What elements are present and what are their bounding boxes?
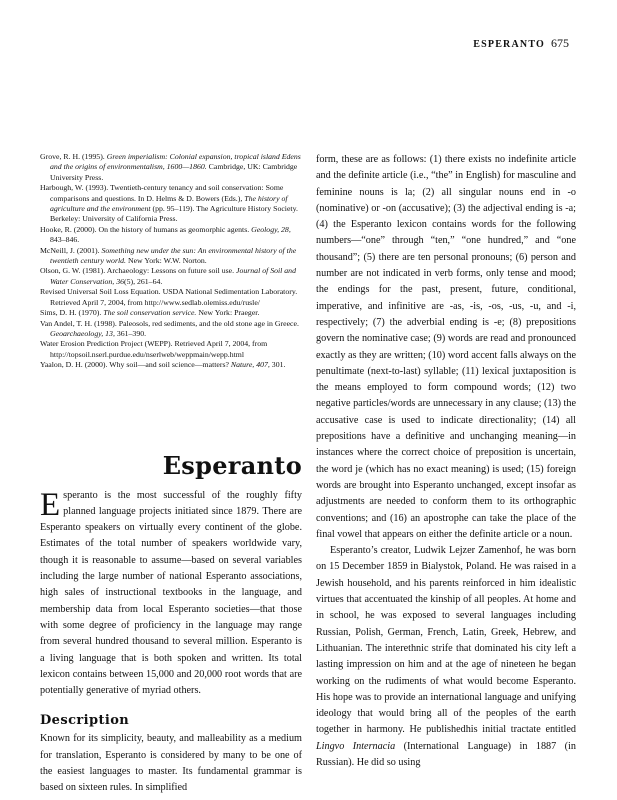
intro-text: speranto is the most successful of the roughly fifty planned language projects initiated since 1879. There are Esperanto speakers on virtually every continent of the globe. Estimates of the total number of speakers worldwide vary, though it is reasonable to assume—based on several variables including the large number of national Esperanto associations, high sales of instructional textbooks in the language, and membership data from local Esperanto societies—that those with some degree of proficiency in the language may range from several hundred thousand to several million. Esperanto is a living language that is both spoken and written. Its total lexicon contains between 15,000 and 20,000 root words that are potentially generative of myriad others. [40,489,302,697]
section-heading: Description [40,713,130,729]
reference-entry: Grove, R. H. (1995). Green imperialism: Colonial expansion, tropical island Edens and the origins of environmentalism, 1600—1860. Cambridge, UK: Cambridge University Press. [40,152,301,182]
reference-entry: Olson, G. W. (1981). Archaeology: Lessons on future soil use. Journal of Soil and Water Conservation, 36(5), 261–64. [40,266,296,286]
article-title: Esperanto [162,450,302,480]
reference-entry: Yaalon, D. H. (2000). Why soil—and soil science—matters? Nature, 407, 301. [40,360,286,370]
reference-entry: Revised Universal Soil Loss Equation. USDA National Sedimentation Laboratory. Retrieved April 7, 2004, from http://www.sedlab.olemiss.edu/rusle/ [40,287,298,307]
reference-entry: Water Erosion Prediction Project (WEPP). Retrieved April 7, 2004, from http://topsoil.nserl.purdue.edu/nserlweb/weppmain/wepp.html [40,339,268,359]
running-title: ESPERANTO [473,39,545,50]
reference-entry: Sims, D. H. (1970). The soil conservation service. New York: Praeger. [40,308,260,318]
reference-list [40,152,302,371]
drop-cap: E [40,486,61,523]
reference-entry: Van Andel, T. H. (1998). Paleosols, red sediments, and the old stone age in Greece. Geoarchaeology, 13, 361–390. [40,318,299,338]
right-column [316,152,576,771]
running-header [473,36,569,51]
book-title: Lingvo Internacia [316,740,396,752]
description-paragraph: Known for its simplicity, beauty, and malleability as a medium for translation, Esperanto is considered by many to be one of the easiest languages to master. Its fundamental grammar is based on sixteen rules. In simplified [40,733,302,794]
intro-paragraph [40,488,302,700]
reference-entry: Hooke, R. (2000). On the history of humans as geomorphic agents. Geology, 28, 843–846. [40,224,291,245]
page-number: 675 [551,36,569,50]
reference-entry: Harbough, W. (1993). Twentieth-century tenancy and soil conservation: Some comparisons and questions. In D. Helms & D. Bowers (Eds.), The history of agriculture and the environment (pp. 95–119). The Agriculture History Society. Berkeley: University of California Press. [40,183,298,224]
reference-entry: McNeill, J. (2001). Something new under the sun: An environmental history of the twentieth century world. New York: W.W. Norton. [40,245,297,266]
biography-paragraph: Esperanto’s creator, Ludwik Lejzer Zamenhof, he was born on 15 December 1859 in Bialystok, Poland. He was raised in a Jewish household, and his parents reinforced in him idealistic virtues that accentuated the kinship of all peoples. At home and in school, he was exposed to several languages including Russian, Polish, German, French, Latin, Greek, Hebrew, and Lithuanian. The interethnic strife that dominated his city left a lasting impression on him and at the age of nineteen he began working on the rudiments of what would become Esperanto. His hope was to provide an international language and unifying ideology that would bring all of the peoples of the earth together in harmony. He publishedhis initial tractate entitled Lingvo Internacia (International Language) in 1887 (in Russian). He did so using [316,545,576,768]
rules-paragraph: form, these are as follows: (1) there exists no indefinite article and the definite article (i.e., “the” in English) for masculine and feminine nouns is la; (2) all singular nouns end in -o (nominative) or -on (accusative); (3) the adjectival ending is -a; (4) the Esperanto lexicon contains words for the following numbers—“one” through “ten,” “one hundred,” and “one thousand”; (5) there are ten personal pronouns; (6) person and number are not indicated in verb forms, only tense and mood; the endings for the past, present, future, conditional, imperative, and infinitive are -as, -is, -os, -us, -u, and -i, respectively; (7) the adverbial ending is -e; (8) prepositions govern the nominative case; (9) words are read and pronounced exactly as they are written; (10) word accent falls always on the penultimate (next-to-last) syllable; (11) lexical juxtaposition is the means employed to form compound words; (12) two negative particles/words are unnecessary in any clause; (13) the accusative case is used to indicate directionality; (14) all prepositions have a definitive and unchanging meaning—in instances where the correct choice of preposition is uncertain, the word je (which has no exact meaning) is used; (15) foreign words are brought into Esperanto unchanged, except insofar as adjustments are needed to conform them to its orthographic conventions; and (16) an apostrophe can take the place of the final vowel that appears on either the definite article or a noun. [316,154,576,540]
left-column [40,152,302,797]
